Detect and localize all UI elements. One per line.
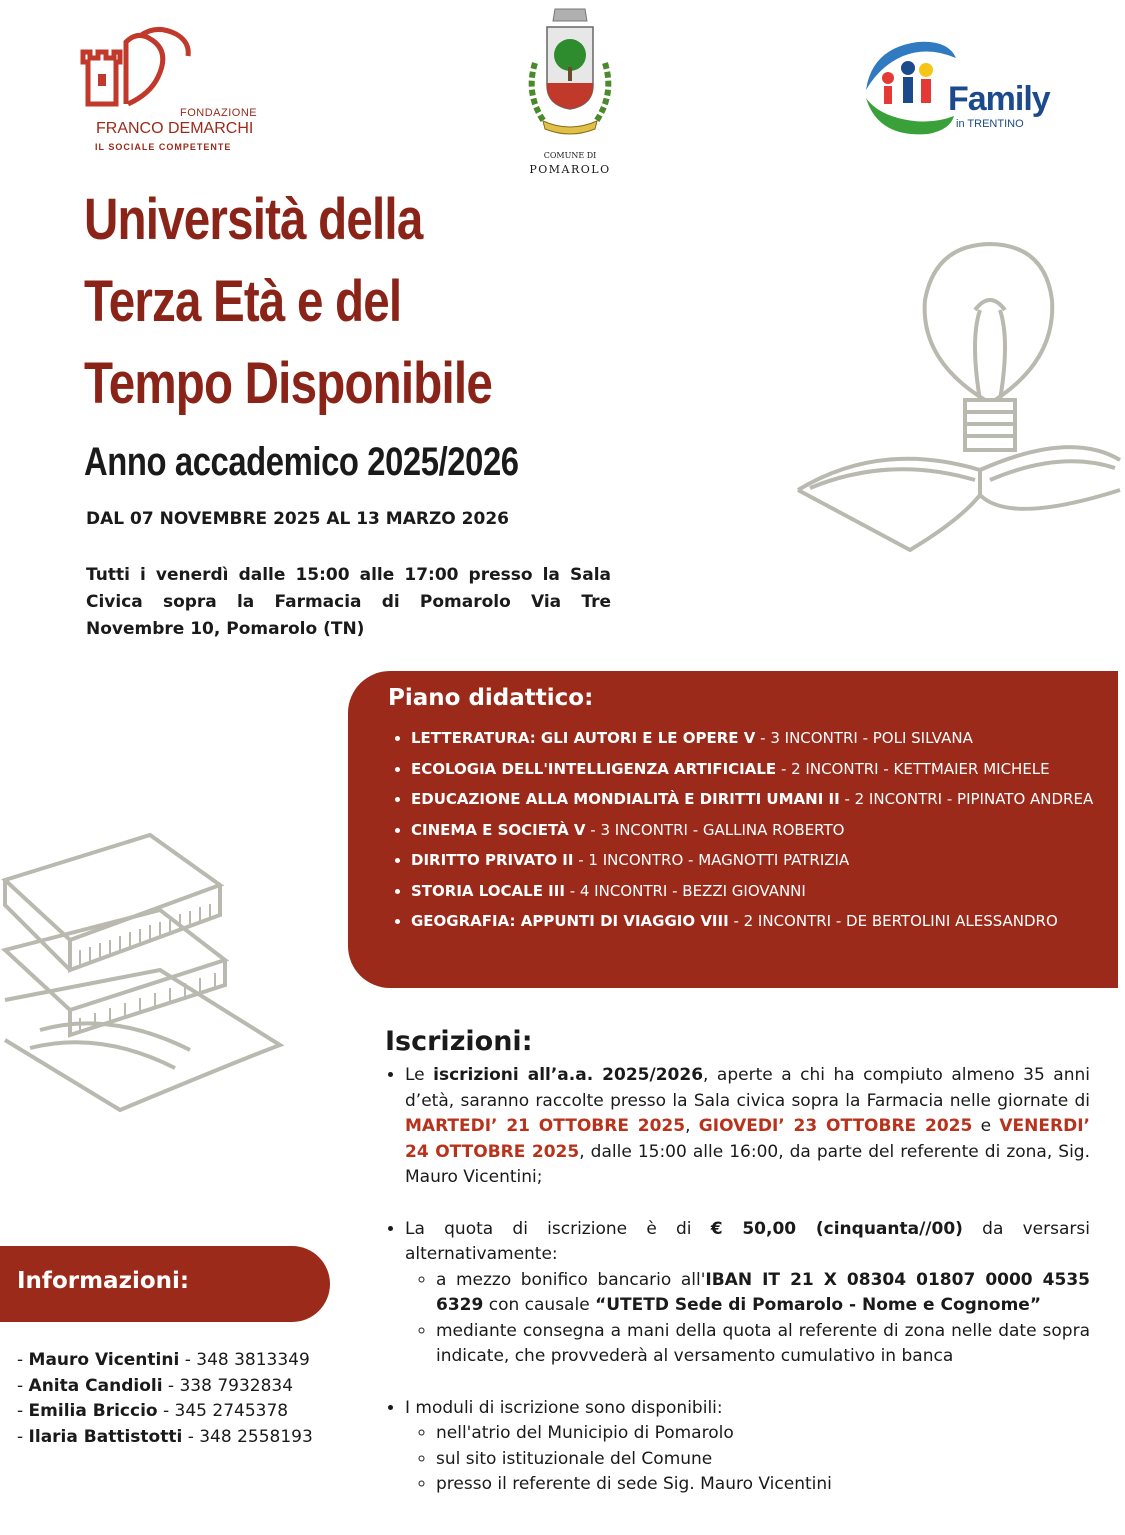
page-title-line2: Terza Età e del (84, 269, 402, 334)
page-title-line1: Università della (84, 187, 423, 252)
logo-comune-line1: COMUNE DI (543, 151, 597, 160)
list-item: ◦ a mezzo bonifico bancario all'IBAN IT 21 X 08304 01807 0000 4535 6329 con causale “UTETD Sede di Pomarolo - Nome e Cognome” (436, 1268, 1090, 1319)
course-list (392, 723, 1111, 937)
logo-comune-pomarolo (515, 5, 625, 175)
list-item: • STORIA LOCALE III - 4 INCONTRI - BEZZI GIOVANNI (411, 876, 1111, 907)
list-item: • DIRITTO PRIVATO II - 1 INCONTRO - MAGNOTTI PATRIZIA (411, 845, 1111, 876)
page-title-line3: Tempo Disponibile (84, 351, 492, 416)
list-item: • LETTERATURA: GLI AUTORI E LE OPERE V - 3 INCONTRI - POLI SILVANA (411, 723, 1111, 754)
logo-fondazione-line2: FRANCO DEMARCHI (96, 120, 254, 137)
family-logo-icon (858, 38, 958, 138)
book-stack-illustration-icon (0, 830, 290, 1140)
contact-item: - Mauro Vicentini - 348 3813349 (17, 1350, 310, 1370)
list-item: • GEOGRAFIA: APPUNTI DI VIAGGIO VIII - 2 INCONTRI - DE BERTOLINI ALESSANDRO (411, 906, 1111, 937)
iscrizioni-section (385, 1063, 1090, 1498)
coat-of-arms-icon (515, 5, 625, 145)
logo-family-line1: Family (948, 80, 1050, 118)
logo-fondazione-line3: IL SOCIALE COMPETENTE (95, 142, 232, 152)
castle-logo-icon (78, 22, 198, 112)
contact-item: - Emilia Briccio - 345 2745378 (17, 1401, 289, 1421)
list-item: ◦ mediante consegna a mani della quota al referente di zona nelle date sopra indicate, che provvederà al versamento cumulativo in banca (436, 1319, 1090, 1370)
iscrizioni-heading: Iscrizioni: (385, 1026, 533, 1057)
contact-list (17, 1348, 313, 1450)
list-item: • La quota di iscrizione è di € 50,00 (cinquanta//00) da versarsi alternativamente: ◦ a mezzo bonifico bancario all'IBAN IT 21 X 08304 01807 0000 4535 6329 con causale “UTETD Sede di Pomarolo - Nome e Cognome” ◦ mediante consegna a mani della quota al referente di zona nelle date sopra indicate, che provvederà al versamento cumulativo in banca (405, 1217, 1090, 1370)
list-item: ◦ nell'atrio del Municipio di Pomarolo (436, 1421, 1090, 1447)
list-item: • I moduli di iscrizione sono disponibili: ◦ nell'atrio del Municipio di Pomarolo ◦ sul sito istituzionale del Comune ◦ presso il referente di sede Sig. Mauro Vicentini (405, 1396, 1090, 1498)
logo-comune-line2: POMAROLO (529, 163, 611, 176)
list-item: • EDUCAZIONE ALLA MONDIALITÀ E DIRITTI UMANI II - 2 INCONTRI - PIPINATO ANDREA (411, 784, 1111, 815)
piano-heading: Piano didattico: (388, 685, 594, 711)
list-item: ◦ presso il referente di sede Sig. Mauro Vicentini (436, 1472, 1090, 1498)
logo-fondazione-franco-demarchi (78, 22, 258, 157)
logo-family-in-trentino (858, 38, 1073, 138)
piano-didattico-panel (348, 671, 1118, 988)
list-item: • CINEMA E SOCIETÀ V - 3 INCONTRI - GALLINA ROBERTO (411, 815, 1111, 846)
logo-family-line2: in TRENTINO (956, 118, 1024, 130)
list-item: • Le iscrizioni all’a.a. 2025/2026, aperte a chi ha compiuto almeno 35 anni d’età, saranno raccolte presso la Sala civica sopra la Farmacia nelle giornate di MARTEDI’ 21 OTTOBRE 2025, GIOVEDI’ 23 OTTOBRE 2025 e VENERDI’ 24 OTTOBRE 2025, dalle 15:00 alle 16:00, da parte del referente di zona, Sig. Mauro Vicentini; (405, 1063, 1090, 1191)
list-item: ◦ sul sito istituzionale del Comune (436, 1447, 1090, 1473)
course-dates: DAL 07 NOVEMBRE 2025 AL 13 MARZO 2026 (86, 509, 509, 529)
logo-fondazione-line1: FONDAZIONE (180, 107, 258, 119)
academic-year-subtitle: Anno accademico 2025/2026 (84, 440, 519, 484)
lightbulb-book-illustration-icon (790, 240, 1125, 560)
contact-item: - Anita Candioli - 338 7932834 (17, 1375, 294, 1396)
course-location: Tutti i venerdì dalle 15:00 alle 17:00 presso la Sala Civica sopra la Farmacia di Pomarolo Via Tre Novembre 10, Pomarolo (TN) (86, 565, 611, 639)
list-item: • ECOLOGIA DELL'INTELLIGENZA ARTIFICIALE - 2 INCONTRI - KETTMAIER MICHELE (411, 754, 1111, 785)
contact-item: - Ilaria Battistotti - 348 2558193 (17, 1426, 313, 1447)
informazioni-banner (0, 1246, 330, 1322)
informazioni-heading: Informazioni: (17, 1268, 190, 1294)
